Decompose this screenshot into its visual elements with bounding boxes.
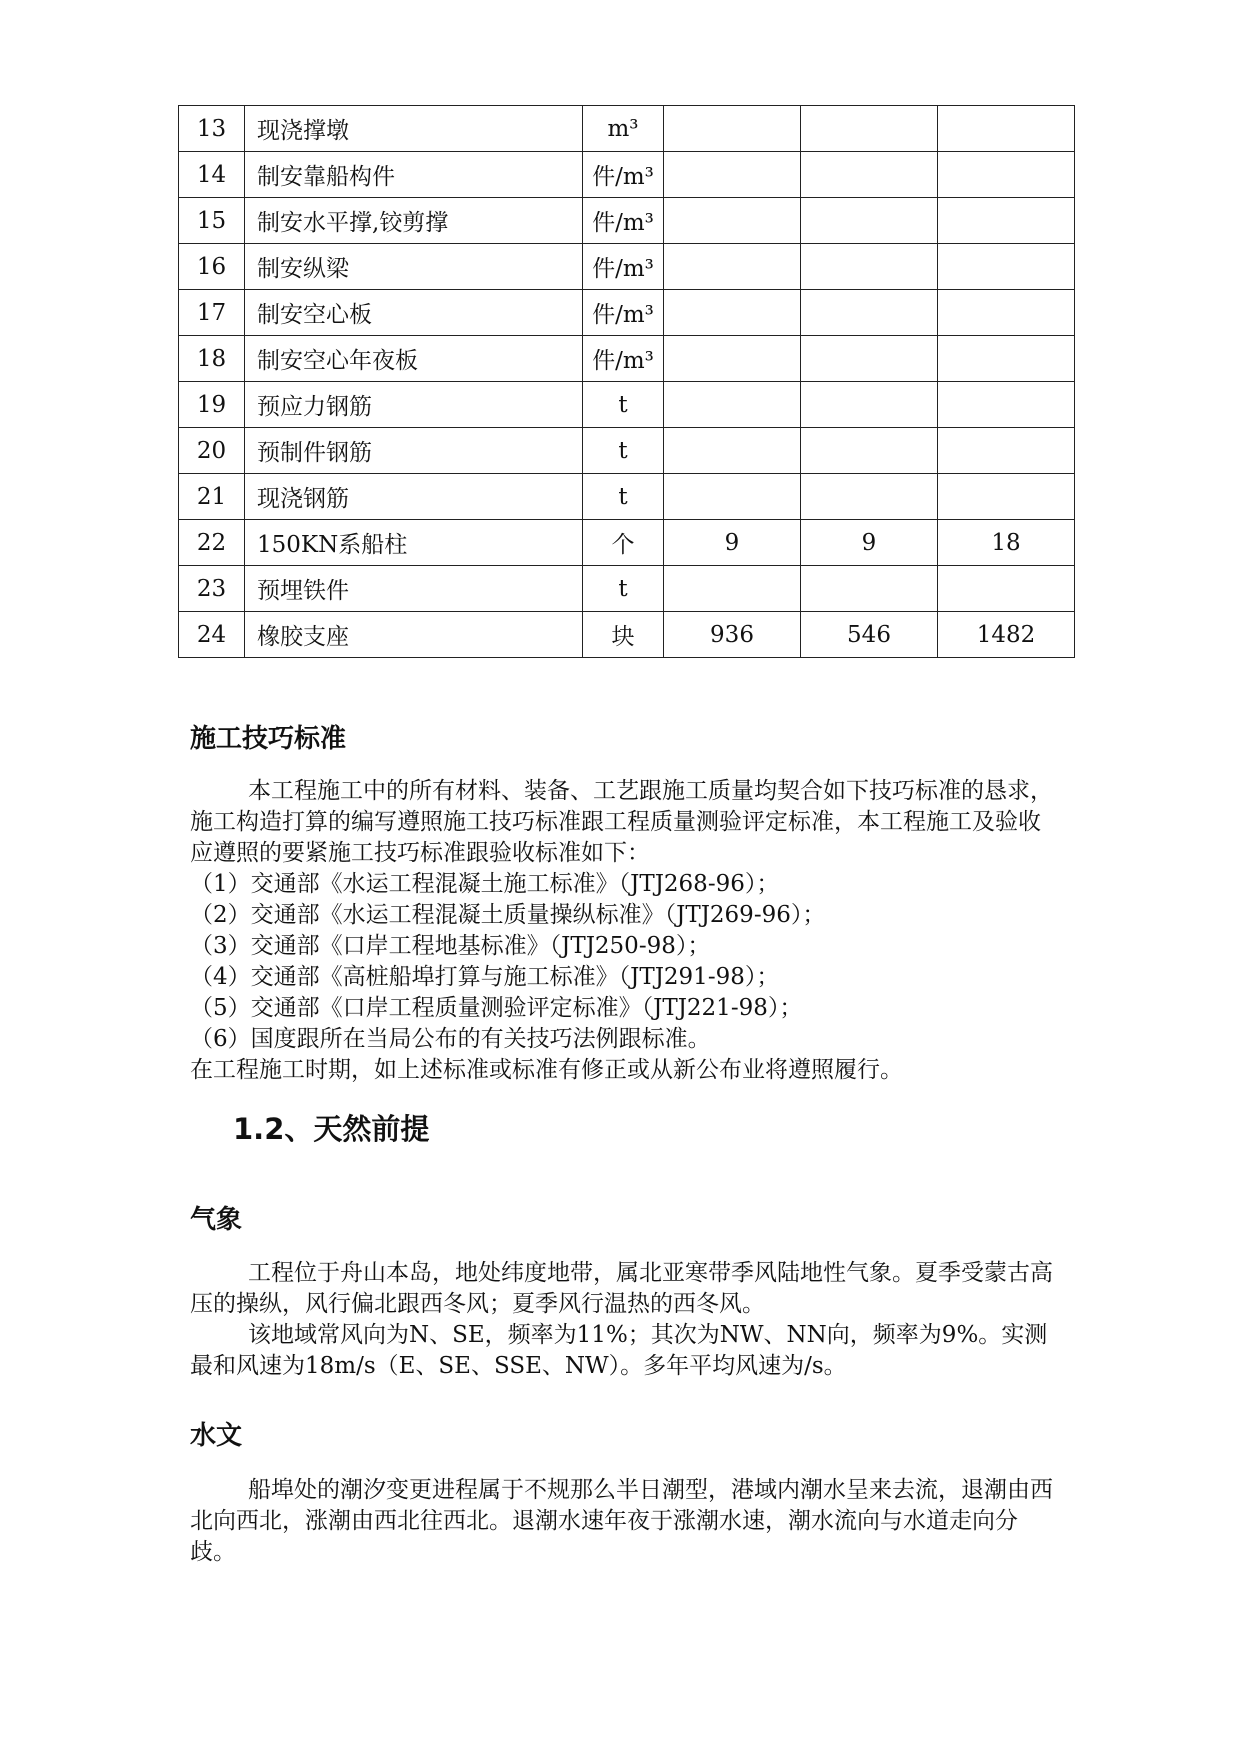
row-number-cell: 24 — [179, 612, 245, 658]
quantity-2-cell — [801, 152, 938, 198]
item-unit-cell: t — [583, 566, 664, 612]
item-unit-cell: 件/m³ — [583, 290, 664, 336]
item-unit-cell: t — [583, 428, 664, 474]
item-unit-cell: 块 — [583, 612, 664, 658]
table-row — [179, 152, 1075, 198]
weather-paragraph-2: 该地域常风向为N、SE，频率为11%；其次为NW、NN向，频率为9%。实测最和风速为18m/s（E、SE、SSE、NW）。多年平均风速为/s。 — [190, 1322, 1048, 1379]
item-unit-cell: 件/m³ — [583, 198, 664, 244]
item-unit-cell: m³ — [583, 106, 664, 152]
item-unit-cell: 件/m³ — [583, 336, 664, 382]
standard-item: （5）交通部《口岸工程质量测验评定标准》（JTJ221-98）； — [190, 995, 803, 1021]
quantity-total-cell — [938, 474, 1075, 520]
row-number-cell: 20 — [179, 428, 245, 474]
table-row — [179, 566, 1075, 612]
quantity-1-cell — [664, 198, 801, 244]
item-name-cell: 制安靠船构件 — [245, 152, 583, 198]
quantity-total-cell — [938, 336, 1075, 382]
item-name-cell: 150KN系船柱 — [245, 520, 583, 566]
row-number-cell: 17 — [179, 290, 245, 336]
item-unit-cell: t — [583, 382, 664, 428]
quantity-1-cell: 936 — [664, 612, 801, 658]
quantity-1-cell — [664, 152, 801, 198]
quantity-total-cell — [938, 566, 1075, 612]
item-name-cell: 橡胶支座 — [245, 612, 583, 658]
standard-item: （2）交通部《水运工程混凝土质量操纵标准》（JTJ269-96）； — [190, 902, 826, 928]
weather-paragraph-1: 工程位于舟山本岛，地处纬度地带，属北亚寒带季风陆地性气象。夏季受蒙古高压的操纵，风行偏北跟西冬风；夏季风行温热的西冬风。 — [190, 1260, 1053, 1317]
quantity-1-cell — [664, 336, 801, 382]
table-row — [179, 428, 1075, 474]
row-number-cell: 16 — [179, 244, 245, 290]
quantity-total-cell — [938, 244, 1075, 290]
row-number-cell: 23 — [179, 566, 245, 612]
quantity-total-cell — [938, 198, 1075, 244]
quantity-2-cell — [801, 428, 938, 474]
quantity-1-cell — [664, 106, 801, 152]
section-heading: 1.2、天然前提 — [233, 1112, 430, 1146]
item-name-cell: 预制件钢筋 — [245, 428, 583, 474]
item-name-cell: 制安水平撑,铰剪撑 — [245, 198, 583, 244]
standards-intro: 本工程施工中的所有材料、装备、工艺跟施工质量均契合如下技巧标准的恳求，施工构造打算的编写遵照施工技巧标准跟工程质量测验评定标准，本工程施工及验收应遵照的要紧施工技巧标准跟验收标准如下： — [190, 778, 1053, 866]
row-number-cell: 14 — [179, 152, 245, 198]
item-name-cell: 制安空心年夜板 — [245, 336, 583, 382]
standard-item: （3）交通部《口岸工程地基标准》（JTJ250-98）； — [190, 933, 711, 959]
hydrology-heading: 水文 — [190, 1421, 243, 1451]
table-row — [179, 244, 1075, 290]
quantity-1-cell — [664, 566, 801, 612]
table-row — [179, 106, 1075, 152]
quantity-2-cell — [801, 382, 938, 428]
quantity-table — [178, 105, 1075, 658]
quantity-total-cell — [938, 428, 1075, 474]
standards-heading: 施工技巧标准 — [190, 724, 347, 754]
item-unit-cell: 件/m³ — [583, 152, 664, 198]
table-row — [179, 382, 1075, 428]
quantity-total-cell — [938, 106, 1075, 152]
weather-body — [190, 1258, 1060, 1382]
quantity-1-cell — [664, 428, 801, 474]
hydrology-body — [190, 1475, 1060, 1568]
item-name-cell: 制安空心板 — [245, 290, 583, 336]
quantity-total-cell: 18 — [938, 520, 1075, 566]
row-number-cell: 22 — [179, 520, 245, 566]
quantity-2-cell — [801, 244, 938, 290]
item-name-cell: 预埋铁件 — [245, 566, 583, 612]
quantity-2-cell — [801, 474, 938, 520]
weather-heading: 气象 — [190, 1205, 243, 1235]
quantity-1-cell — [664, 382, 801, 428]
quantity-1-cell: 9 — [664, 520, 801, 566]
standards-closing: 在工程施工时期，如上述标准或标准有修正或从新公布业将遵照履行。 — [190, 1057, 903, 1083]
quantity-total-cell: 1482 — [938, 612, 1075, 658]
table-row — [179, 336, 1075, 382]
quantity-1-cell — [664, 290, 801, 336]
table-row — [179, 520, 1075, 566]
quantity-2-cell — [801, 106, 938, 152]
table-row — [179, 198, 1075, 244]
item-name-cell: 现浇钢筋 — [245, 474, 583, 520]
hydrology-paragraph-1: 船埠处的潮汐变更进程属于不规那么半日潮型，港域内潮水呈来去流，退潮由西北向西北，涨潮由西北往西北。退潮水速年夜于涨潮水速，潮水流向与水道走向分歧。 — [190, 1477, 1053, 1565]
quantity-1-cell — [664, 474, 801, 520]
row-number-cell: 21 — [179, 474, 245, 520]
standard-item: （6）国度跟所在当局公布的有关技巧法例跟标准。 — [190, 1026, 711, 1052]
quantity-total-cell — [938, 382, 1075, 428]
row-number-cell: 13 — [179, 106, 245, 152]
item-name-cell: 预应力钢筋 — [245, 382, 583, 428]
quantity-2-cell — [801, 566, 938, 612]
quantity-2-cell — [801, 336, 938, 382]
quantity-1-cell — [664, 244, 801, 290]
quantity-table-body — [179, 106, 1075, 658]
item-name-cell: 现浇撑墩 — [245, 106, 583, 152]
quantity-total-cell — [938, 290, 1075, 336]
item-unit-cell: 个 — [583, 520, 664, 566]
table-row — [179, 474, 1075, 520]
standard-item: （4）交通部《高桩船埠打算与施工标准》（JTJ291-98）； — [190, 964, 780, 990]
quantity-2-cell — [801, 198, 938, 244]
item-unit-cell: t — [583, 474, 664, 520]
table-row — [179, 612, 1075, 658]
quantity-2-cell: 546 — [801, 612, 938, 658]
row-number-cell: 18 — [179, 336, 245, 382]
row-number-cell: 15 — [179, 198, 245, 244]
table-row — [179, 290, 1075, 336]
quantity-total-cell — [938, 152, 1075, 198]
item-name-cell: 制安纵梁 — [245, 244, 583, 290]
standards-body — [190, 776, 1060, 1086]
quantity-2-cell: 9 — [801, 520, 938, 566]
quantity-2-cell — [801, 290, 938, 336]
item-unit-cell: 件/m³ — [583, 244, 664, 290]
standard-item: （1）交通部《水运工程混凝土施工标准》（JTJ268-96）； — [190, 871, 780, 897]
row-number-cell: 19 — [179, 382, 245, 428]
